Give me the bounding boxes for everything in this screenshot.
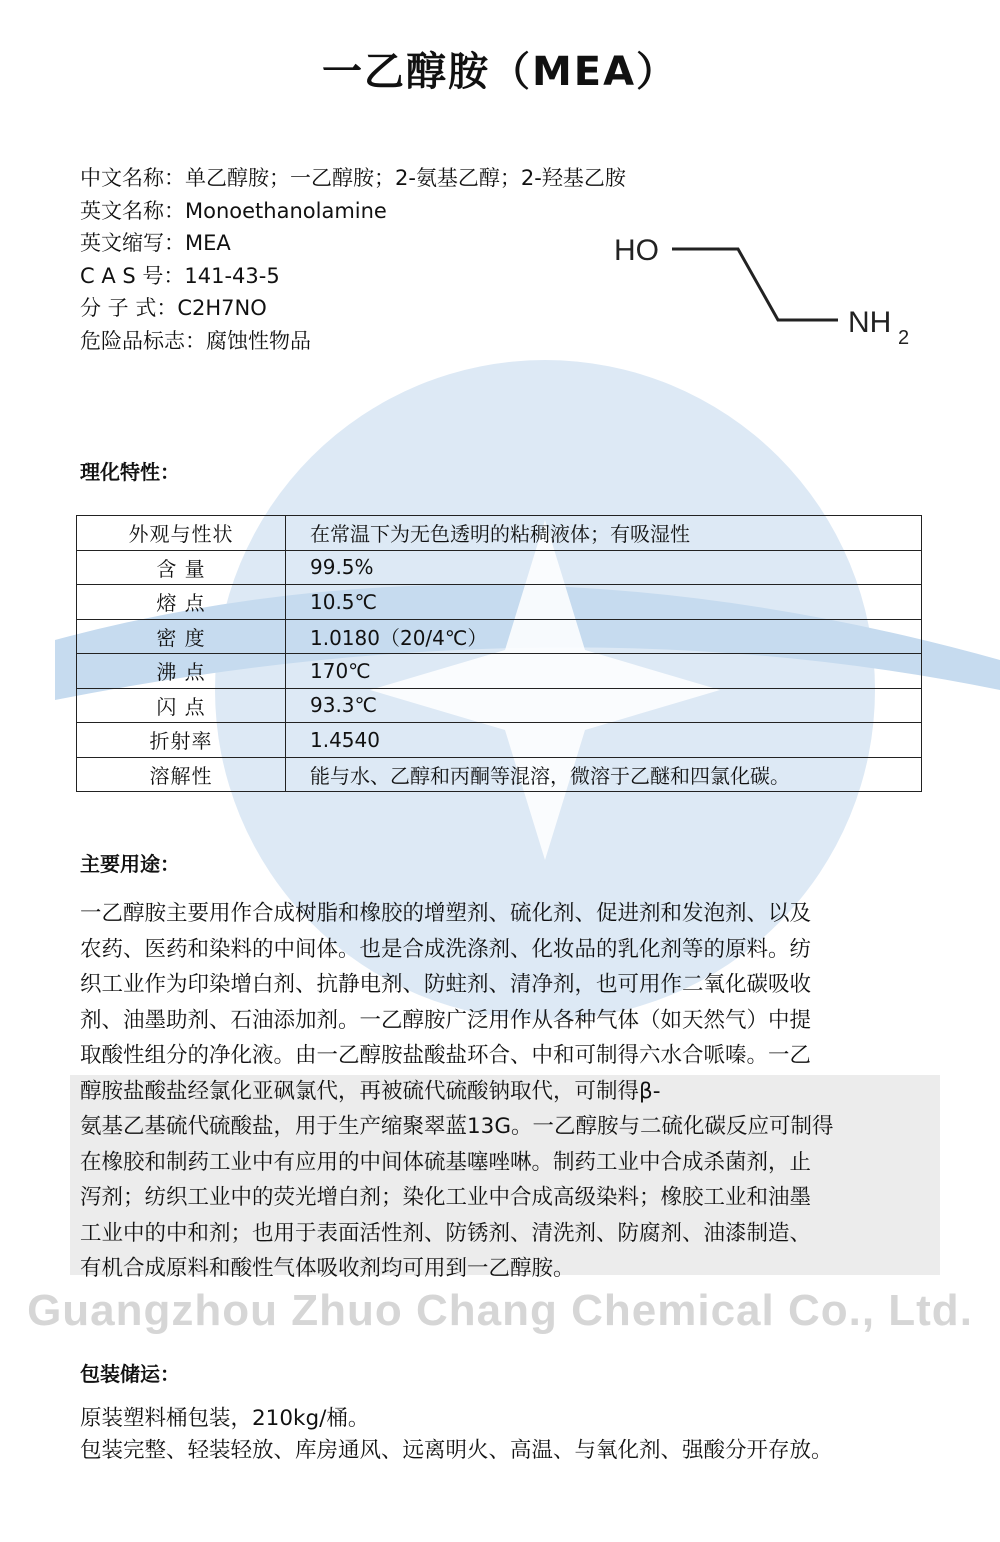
info-label: C A S 号： (80, 263, 185, 288)
structure-ho-label: HO (614, 234, 659, 267)
property-key: 熔 点 (77, 585, 286, 620)
info-value: C2H7NO (177, 296, 267, 320)
property-value: 在常温下为无色透明的粘稠液体；有吸湿性 (286, 516, 922, 551)
info-row (80, 195, 626, 228)
uses-heading: 主要用途： (80, 852, 180, 876)
uses-line: 织工业作为印染增白剂、抗静电剂、防蛀剂、清净剂，也可用作二氧化碳吸收 (80, 972, 812, 997)
property-value: 170℃ (286, 654, 922, 689)
info-label: 中文名称： (80, 166, 185, 190)
uses-line: 工业中的中和剂；也用于表面活性剂、防锈剂、清洗剂、防腐剂、油漆制造、 (80, 1220, 812, 1246)
property-value: 能与水、乙醇和丙酮等混溶，微溶于乙醚和四氯化碳。 (286, 757, 922, 792)
property-key: 闪 点 (77, 688, 286, 723)
info-row (80, 325, 626, 358)
table-row (77, 757, 922, 792)
info-row (80, 227, 626, 260)
property-value: 1.4540 (286, 723, 922, 758)
packaging-heading: 包装储运： (80, 1362, 180, 1386)
info-label: 英文名称： (80, 198, 185, 223)
info-row (80, 260, 626, 293)
uses-line: 有机合成原料和酸性气体吸收剂均可用到一乙醇胺。 (80, 1256, 575, 1281)
packaging-line: 包装完整、轻装轻放、库房通风、远离明火、高温、与氧化剂、强酸分开存放。 (80, 1438, 833, 1463)
uses-line: 醇胺盐酸盐经氯化亚砜氯代，再被硫代硫酸钠取代，可制得β- (80, 1078, 661, 1104)
structure-nh-label: NH (848, 306, 892, 339)
watermark-company-name: Guangzhou Zhuo Chang Chemical Co., Ltd. (27, 1286, 973, 1335)
property-key: 含 量 (77, 550, 286, 585)
table-row (77, 550, 922, 585)
uses-line: 泻剂；纺织工业中的荧光增白剂；染化工业中合成高级染料；橡胶工业和油墨 (80, 1185, 812, 1210)
uses-paragraph (80, 896, 930, 1287)
property-value: 99.5% (286, 550, 922, 585)
structural-formula (610, 222, 920, 356)
info-row (80, 292, 626, 325)
info-value: Monoethanolamine (185, 198, 387, 223)
table-row (77, 585, 922, 620)
uses-line: 农药、医药和染料的中间体。也是合成洗涤剂、化妆品的乳化剂等的原料。纺 (80, 936, 812, 962)
property-key: 折射率 (77, 723, 286, 758)
info-value: 腐蚀性物品 (206, 328, 311, 353)
property-value: 1.0180（20/4℃） (286, 619, 922, 654)
structure-subscript: 2 (898, 327, 910, 349)
table-row (77, 723, 922, 758)
uses-line: 剂、油墨助剂、石油添加剂。一乙醇胺广泛用作从各种气体（如天然气）中提 (80, 1007, 812, 1033)
property-key: 沸 点 (77, 654, 286, 689)
property-key: 溶解性 (77, 757, 286, 792)
property-value: 93.3℃ (286, 688, 922, 723)
page-title: 一乙醇胺（MEA） (321, 49, 679, 95)
uses-line: 在橡胶和制药工业中有应用的中间体硫基噻唑啉。制药工业中合成杀菌剂，止 (80, 1149, 812, 1175)
info-label: 危险品标志： (80, 328, 206, 353)
properties-heading: 理化特性： (80, 460, 180, 484)
property-key: 外观与性状 (77, 516, 286, 551)
uses-line: 一乙醇胺主要用作合成树脂和橡胶的增塑剂、硫化剂、促进剂和发泡剂、以及 (80, 901, 812, 926)
info-label: 英文缩写： (80, 231, 185, 255)
properties-table (76, 515, 922, 792)
table-row (77, 619, 922, 654)
uses-line: 氨基乙基硫代硫酸盐，用于生产缩聚翠蓝13G。一乙醇胺与二硫化碳反应可制得 (80, 1114, 834, 1139)
info-row (80, 162, 626, 195)
table-row (77, 516, 922, 551)
packaging-line: 原装塑料桶包装，210kg/桶。 (80, 1406, 370, 1431)
property-key: 密 度 (77, 619, 286, 654)
info-value: MEA (185, 231, 231, 255)
table-row (77, 688, 922, 723)
packaging-text (80, 1403, 833, 1467)
property-value: 10.5℃ (286, 585, 922, 620)
info-value: 单乙醇胺；一乙醇胺；2-氨基乙醇；2-羟基乙胺 (185, 166, 626, 190)
uses-line: 取酸性组分的净化液。由一乙醇胺盐酸盐环合、中和可制得六水合哌嗪。一乙 (80, 1043, 812, 1068)
basic-info (80, 162, 626, 357)
info-value: 141-43-5 (184, 263, 280, 288)
info-label: 分 子 式： (80, 296, 178, 320)
table-row (77, 654, 922, 689)
